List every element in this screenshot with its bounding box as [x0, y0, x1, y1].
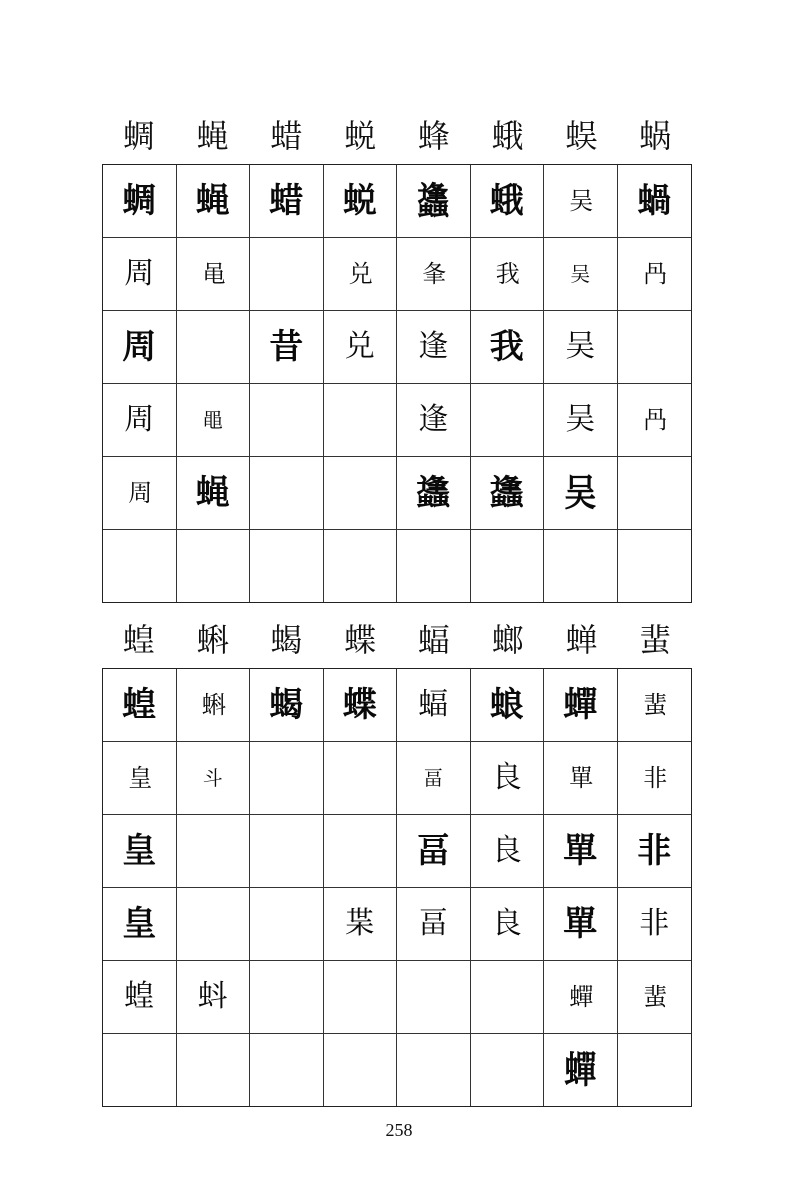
- glyph-cell: [397, 530, 471, 602]
- glyph-cell: [324, 888, 398, 961]
- seal-glyph: 蜋: [489, 685, 524, 725]
- glyph-cell: [471, 238, 545, 311]
- glyph-cell: [471, 742, 545, 815]
- header-char: 蝌: [196, 621, 229, 659]
- seal-glyph: 我: [495, 260, 518, 288]
- glyph-cell: [103, 238, 177, 311]
- glyph-cell: [471, 457, 545, 530]
- glyph-cell: [544, 530, 618, 602]
- glyph-cell: [250, 384, 324, 457]
- glyph-cell: [103, 742, 177, 815]
- seal-glyph: 冎: [643, 406, 666, 434]
- glyph-cell: [103, 1034, 177, 1106]
- seal-glyph: 周: [128, 479, 151, 507]
- glyph-cell: [103, 530, 177, 602]
- glyph-cell: [544, 311, 618, 384]
- seal-glyph: 蝶: [342, 685, 377, 725]
- seal-glyph: 吴: [570, 262, 591, 286]
- header-char: 蝗: [122, 621, 155, 659]
- top-header-row: [102, 108, 692, 164]
- glyph-cell: [324, 961, 398, 1034]
- bottom-glyph-grid: [102, 668, 692, 1107]
- seal-glyph: 非: [643, 764, 666, 792]
- header-char: 蜚: [639, 621, 672, 659]
- seal-glyph: 蝎: [269, 685, 304, 725]
- glyph-cell: [471, 384, 545, 457]
- glyph-cell: [103, 311, 177, 384]
- seal-glyph: 黽: [202, 408, 223, 432]
- glyph-cell: [618, 311, 692, 384]
- header-char: 蜂: [417, 117, 450, 155]
- header-char: 蜕: [344, 117, 377, 155]
- seal-glyph: 蝗: [124, 979, 155, 1014]
- glyph-cell: [324, 165, 398, 238]
- header-char: 蝎: [270, 621, 303, 659]
- glyph-cell: [103, 165, 177, 238]
- seal-glyph: 蝌: [201, 691, 224, 719]
- seal-glyph: 兑: [344, 329, 375, 364]
- glyph-cell: [618, 165, 692, 238]
- glyph-cell: [618, 742, 692, 815]
- glyph-cell: [544, 815, 618, 888]
- glyph-cell: [103, 457, 177, 530]
- glyph-cell: [471, 815, 545, 888]
- seal-glyph: 蠭: [489, 473, 524, 513]
- glyph-cell: [471, 530, 545, 602]
- glyph-cell: [177, 815, 251, 888]
- seal-glyph: 良: [491, 906, 522, 941]
- top-glyph-grid: [102, 164, 692, 603]
- header-char: 蜈: [565, 117, 598, 155]
- glyph-cell: [397, 961, 471, 1034]
- header-char: 蜗: [639, 117, 672, 155]
- glyph-cell: [250, 165, 324, 238]
- seal-glyph: 畐: [416, 831, 451, 871]
- glyph-cell: [397, 457, 471, 530]
- glyph-cell: [250, 238, 324, 311]
- glyph-cell: [103, 961, 177, 1034]
- header-char: 螂: [491, 621, 524, 659]
- glyph-cell: [471, 669, 545, 742]
- seal-glyph: 蝇: [195, 473, 230, 513]
- glyph-cell: [177, 742, 251, 815]
- glyph-cell: [618, 888, 692, 961]
- glyph-cell: [397, 815, 471, 888]
- glyph-cell: [177, 384, 251, 457]
- glyph-cell: [250, 311, 324, 384]
- header-char: 蝶: [344, 621, 377, 659]
- glyph-cell: [397, 1034, 471, 1106]
- glyph-cell: [618, 457, 692, 530]
- seal-glyph: 皇: [128, 764, 151, 792]
- glyph-cell: [177, 888, 251, 961]
- seal-glyph: 周: [122, 327, 157, 367]
- glyph-cell: [618, 384, 692, 457]
- glyph-cell: [397, 888, 471, 961]
- seal-glyph: 枼: [344, 906, 375, 941]
- glyph-cell: [324, 384, 398, 457]
- seal-glyph: 兑: [348, 260, 371, 288]
- glyph-cell: [250, 961, 324, 1034]
- seal-glyph: 單: [563, 904, 598, 944]
- glyph-cell: [324, 238, 398, 311]
- glyph-cell: [324, 311, 398, 384]
- glyph-cell: [544, 742, 618, 815]
- seal-glyph: 皇: [122, 831, 157, 871]
- glyph-cell: [103, 384, 177, 457]
- glyph-cell: [471, 165, 545, 238]
- glyph-cell: [618, 1034, 692, 1106]
- seal-glyph: 蝠: [418, 687, 449, 722]
- glyph-cell: [324, 1034, 398, 1106]
- seal-glyph: 蛾: [489, 181, 524, 221]
- bottom-header-row: [102, 612, 692, 668]
- glyph-cell: [397, 311, 471, 384]
- seal-glyph: 蠭: [417, 179, 450, 223]
- seal-glyph: 蜩: [122, 181, 157, 221]
- seal-glyph: 皇: [122, 904, 157, 944]
- glyph-cell: [177, 1034, 251, 1106]
- glyph-cell: [177, 530, 251, 602]
- glyph-cell: [250, 669, 324, 742]
- seal-glyph: 吴: [565, 329, 596, 364]
- header-char: 蜩: [122, 117, 155, 155]
- seal-glyph: 良: [491, 760, 522, 795]
- seal-glyph: 吴: [564, 471, 597, 515]
- glyph-cell: [471, 311, 545, 384]
- glyph-cell: [397, 165, 471, 238]
- seal-glyph: 非: [639, 906, 670, 941]
- glyph-cell: [250, 888, 324, 961]
- glyph-cell: [618, 530, 692, 602]
- seal-glyph: 周: [124, 256, 155, 291]
- glyph-cell: [324, 457, 398, 530]
- glyph-cell: [177, 165, 251, 238]
- seal-glyph: 畐: [418, 906, 449, 941]
- seal-glyph: 蠭: [416, 473, 451, 513]
- page-number: 258: [385, 1120, 413, 1140]
- glyph-cell: [544, 888, 618, 961]
- glyph-cell: [177, 669, 251, 742]
- seal-glyph: 蟬: [563, 685, 598, 725]
- seal-glyph: 昔: [269, 327, 304, 367]
- glyph-cell: [103, 815, 177, 888]
- glyph-cell: [544, 669, 618, 742]
- bottom-table: [102, 612, 692, 1107]
- glyph-cell: [544, 238, 618, 311]
- glyph-cell: [177, 311, 251, 384]
- seal-glyph: 吴: [569, 187, 592, 215]
- seal-glyph: 蟬: [569, 983, 592, 1011]
- glyph-cell: [397, 238, 471, 311]
- glyph-cell: [544, 961, 618, 1034]
- seal-glyph: 我: [489, 327, 524, 367]
- seal-glyph: 蝗: [122, 685, 157, 725]
- header-char: 蛾: [491, 117, 524, 155]
- top-table: [102, 108, 692, 603]
- seal-glyph: 逢: [418, 402, 449, 437]
- glyph-cell: [618, 238, 692, 311]
- glyph-cell: [397, 384, 471, 457]
- glyph-cell: [250, 457, 324, 530]
- seal-glyph: 單: [569, 764, 592, 792]
- glyph-cell: [324, 530, 398, 602]
- seal-glyph: 蝇: [195, 181, 230, 221]
- header-char: 蝉: [565, 621, 598, 659]
- seal-glyph: 黾: [201, 260, 224, 288]
- glyph-cell: [397, 669, 471, 742]
- seal-glyph: 蜚: [643, 691, 666, 719]
- header-char: 蝠: [417, 621, 450, 659]
- seal-glyph: 蜕: [342, 181, 377, 221]
- seal-glyph: 夆: [422, 260, 445, 288]
- glyph-cell: [324, 742, 398, 815]
- seal-glyph: 斗: [202, 766, 223, 790]
- glyph-cell: [618, 669, 692, 742]
- glyph-cell: [177, 238, 251, 311]
- glyph-cell: [250, 530, 324, 602]
- glyph-cell: [471, 1034, 545, 1106]
- seal-glyph: 畐: [423, 766, 444, 790]
- glyph-cell: [177, 961, 251, 1034]
- seal-glyph: 蚪: [197, 979, 228, 1014]
- seal-glyph: 吴: [565, 402, 596, 437]
- glyph-cell: [177, 457, 251, 530]
- seal-glyph: 非: [637, 831, 672, 871]
- header-char: 蜡: [270, 117, 303, 155]
- seal-glyph: 逢: [418, 329, 449, 364]
- glyph-cell: [618, 961, 692, 1034]
- seal-glyph: 蝸: [637, 181, 672, 221]
- seal-glyph: 良: [491, 833, 522, 868]
- glyph-cell: [103, 669, 177, 742]
- glyph-cell: [471, 961, 545, 1034]
- glyph-cell: [544, 165, 618, 238]
- glyph-cell: [324, 815, 398, 888]
- glyph-cell: [471, 888, 545, 961]
- seal-glyph: 周: [124, 402, 155, 437]
- seal-glyph: 冎: [643, 260, 666, 288]
- seal-glyph: 單: [563, 831, 598, 871]
- glyph-cell: [250, 742, 324, 815]
- seal-glyph: 蟬: [564, 1048, 597, 1092]
- glyph-cell: [397, 742, 471, 815]
- seal-glyph: 蜚: [643, 983, 666, 1011]
- glyph-cell: [618, 815, 692, 888]
- glyph-cell: [544, 1034, 618, 1106]
- glyph-cell: [324, 669, 398, 742]
- glyph-cell: [544, 384, 618, 457]
- glyph-cell: [544, 457, 618, 530]
- glyph-cell: [250, 1034, 324, 1106]
- header-char: 蝇: [196, 117, 229, 155]
- seal-glyph: 蜡: [269, 181, 304, 221]
- glyph-cell: [250, 815, 324, 888]
- glyph-cell: [103, 888, 177, 961]
